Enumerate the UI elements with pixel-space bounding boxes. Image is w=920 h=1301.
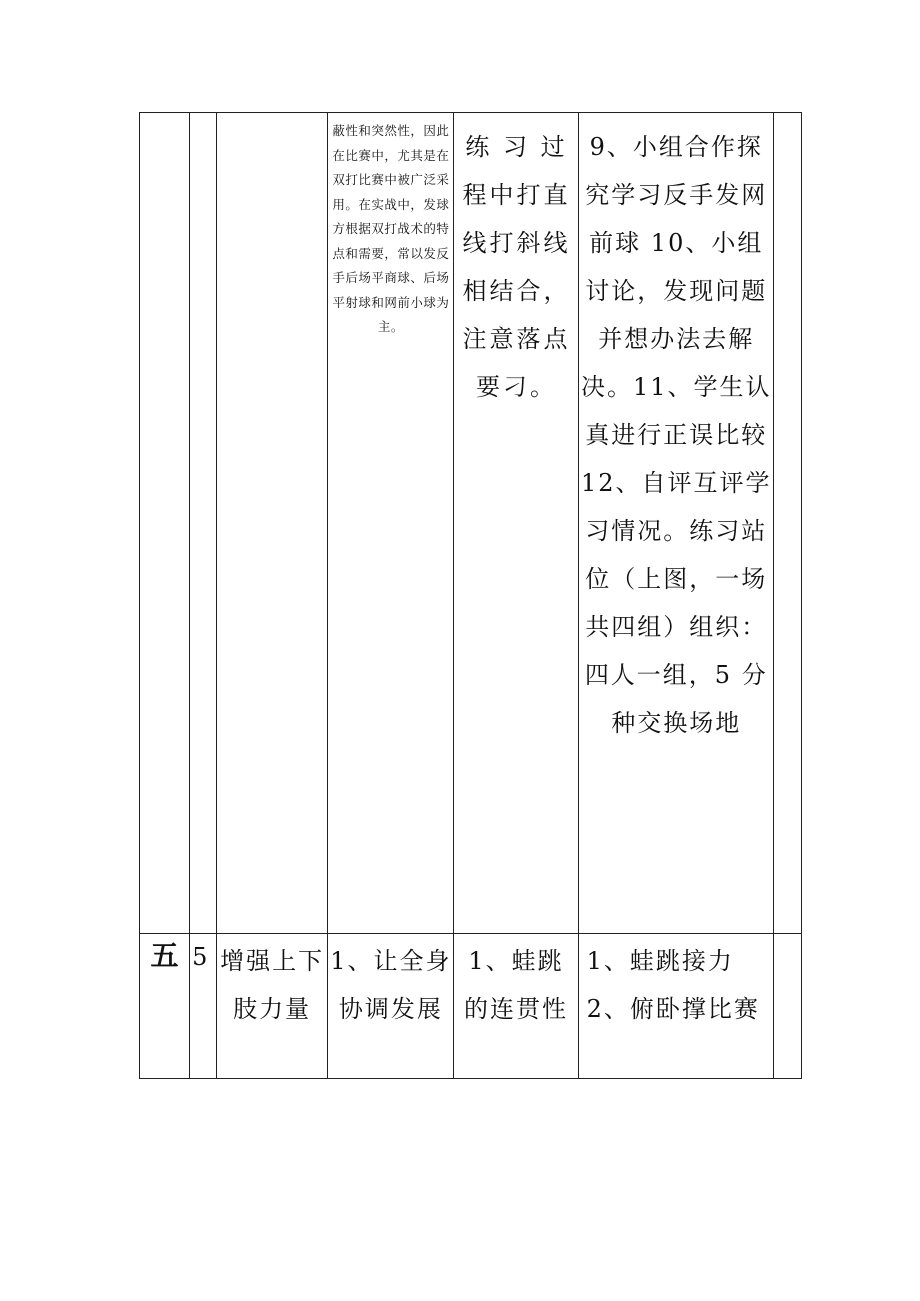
minutes-cell <box>190 934 217 1079</box>
notes-cell <box>773 934 801 1079</box>
organization-cell <box>578 934 773 1079</box>
organization-text: 1、蛙跳接力 2、俯卧撑比赛 <box>586 947 760 1023</box>
notes-cell <box>773 113 801 934</box>
table-row <box>140 934 802 1079</box>
goal-cell <box>217 113 328 934</box>
content-cell <box>328 934 454 1079</box>
key-points-text: 练 习 过程中打直线打斜线相结合，注意落点要刁。 <box>462 133 571 401</box>
content-cell <box>328 113 454 934</box>
section-number: 五 <box>150 939 179 972</box>
minutes-value: 5 <box>192 943 208 971</box>
key-points-cell <box>454 934 578 1079</box>
key-points-cell <box>454 113 578 934</box>
content-text: 1、让全身协调发展 <box>330 947 452 1023</box>
organization-cell <box>578 113 773 934</box>
key-points-text: 1、蛙跳的连贯性 <box>464 947 569 1023</box>
minutes-cell <box>190 113 217 934</box>
content-text: 蔽性和突然性，因此在比赛中，尤其是在双打比赛中被广泛采用。在实战中，发球方根据双打战术的特点和需要，常以发反手后场平商球、后场平射球和网前小球为主。 <box>332 123 450 334</box>
goal-cell <box>217 934 328 1079</box>
organization-text: 9、小组合作探究学习反手发网前球 10、小组讨论，发现问题并想办法去解决。11、学生认真进行正误比较 12、自评互评学习情况。练习站位（上图，一场共四组）组织：四人一组，5 分种交换场地 <box>580 133 772 737</box>
lesson-plan-table <box>139 112 802 1079</box>
section-cell <box>140 113 190 934</box>
goal-text: 增强上下肢力量 <box>220 947 325 1023</box>
section-cell <box>140 934 190 1079</box>
table-row <box>140 113 802 934</box>
